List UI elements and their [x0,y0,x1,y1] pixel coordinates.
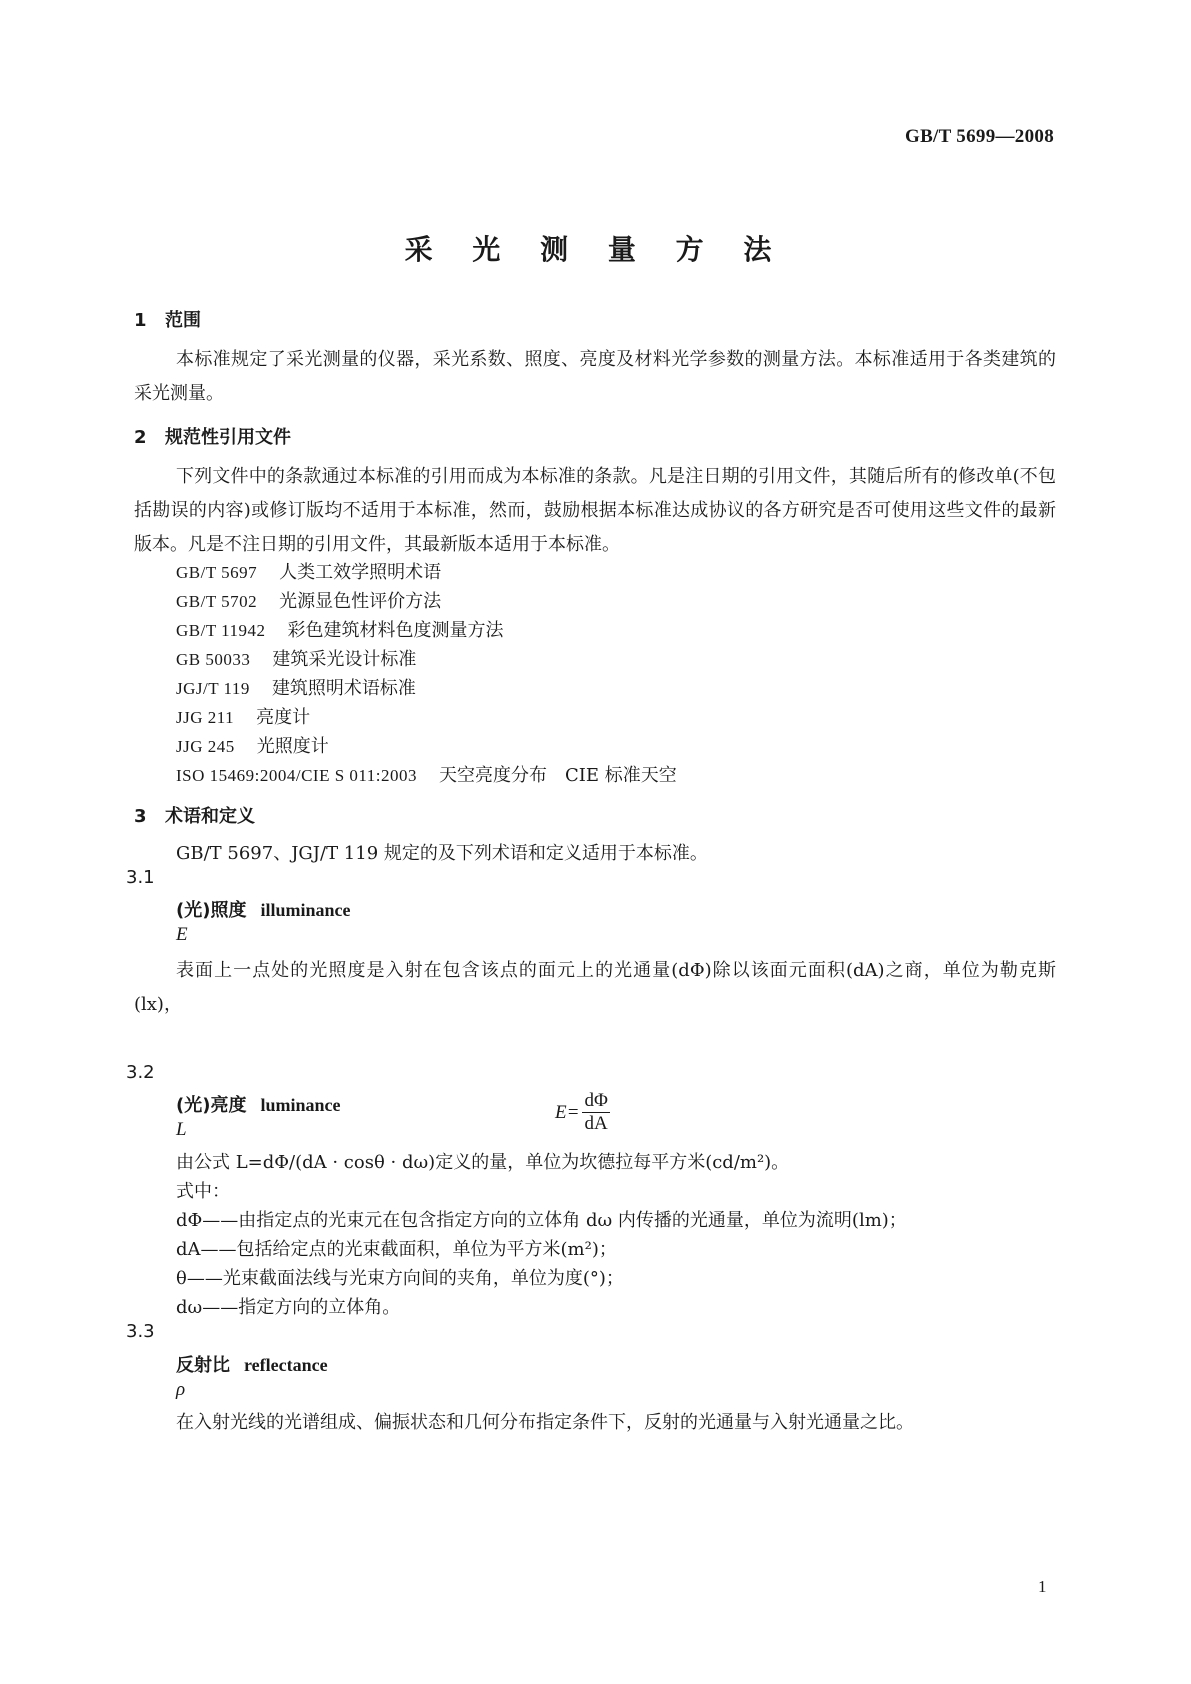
reference-title: 天空亮度分布 CIE 标准天空 [439,765,677,786]
reference-title: 建筑采光设计标准 [272,649,417,670]
page-number: 1 [1038,1577,1047,1596]
reference-item [176,703,310,729]
formula-denominator: dA [584,1113,608,1134]
term-definition: 在入射光线的光谱组成、偏振状态和几何分布指定条件下，反射的光通量与入射光通量之比。 [176,1412,914,1433]
term-number: 3.1 [126,867,155,888]
reference-item [176,616,504,642]
where-label: 式中： [176,1181,230,1202]
term-name-en: illuminance [260,900,351,920]
section-1-heading [134,306,201,332]
term-number: 3.2 [126,1062,155,1083]
reference-item [176,645,416,671]
term-number: 3.3 [126,1321,155,1342]
variable-definition: dA——包括给定点的光束截面积，单位为平方米(m²)； [176,1239,617,1260]
term-symbol: L [176,1119,187,1140]
term-heading [176,1091,340,1117]
reference-title: 彩色建筑材料色度测量方法 [287,620,504,641]
reference-title: 亮度计 [256,707,311,728]
section-title: 术语和定义 [165,806,255,827]
term-heading [176,896,350,922]
section-3-heading [134,802,255,828]
section-2-paragraph: 下列文件中的条款通过本标准的引用而成为本标准的条款。凡是注日期的引用文件，其随后所有的修改单(不包括勘误的内容)或修订版均不适用于本标准，然而，鼓励根据本标准达成协议的各方研究是否可使用这些文件的最新版本。凡是不注日期的引用文件，其最新版本适用于本标准。 [134,466,1056,555]
section-2-heading [134,423,291,449]
reference-title: 人类工效学照明术语 [279,562,442,583]
reference-code: GB 50033 [176,650,251,669]
page-title: 采 光 测 量 方 法 [404,233,787,266]
term-definition: 表面上一点处的光照度是入射在包含该点的面元上的光通量(dΦ)除以该面元面积(dA)之商，单位为勒克斯(lx)， [134,960,1056,1015]
reference-title: 光照度计 [256,736,329,757]
reference-code: GB/T 5697 [176,563,258,582]
variable-definition: dω——指定方向的立体角。 [176,1297,401,1318]
section-number: 1 [134,310,147,331]
variable-definition: θ——光束截面法线与光束方向间的夹角，单位为度(°)； [176,1268,624,1289]
term-symbol: ρ [176,1379,186,1400]
section-number: 2 [134,427,147,448]
term-name-en: reflectance [244,1355,328,1375]
reference-code: JJG 245 [176,737,235,756]
term-name-cn: (光)亮度 [176,1095,247,1116]
standard-code: GB/T 5699—2008 [905,126,1055,147]
section-3-intro: GB/T 5697、JGJ/T 119 规定的及下列术语和定义适用于本标准。 [176,843,708,864]
reference-code: GB/T 11942 [176,621,266,640]
reference-code: JJG 211 [176,708,235,727]
section-title: 范围 [165,310,201,331]
formula-lhs: E= [555,1101,580,1123]
reference-title: 建筑照明术语标准 [271,678,416,699]
formula-numerator: dΦ [584,1090,608,1111]
term-definition: 由公式 L=dΦ/(dA · cosθ · dω)定义的量，单位为坎德拉每平方米(cd/m²)。 [176,1152,790,1173]
term-symbol: E [176,924,188,945]
reference-item [176,587,441,613]
section-number: 3 [134,806,147,827]
term-name-cn: (光)照度 [176,900,247,921]
reference-item [176,558,441,584]
reference-code: GB/T 5702 [176,592,258,611]
term-name-cn: 反射比 [176,1355,230,1376]
reference-item [176,732,329,758]
reference-code: ISO 15469:2004/CIE S 011:2003 [176,766,418,785]
reference-code: JGJ/T 119 [176,679,250,698]
section-1-paragraph: 本标准规定了采光测量的仪器，采光系数、照度、亮度及材料光学参数的测量方法。本标准适用于各类建筑的采光测量。 [134,349,1056,404]
reference-item [176,761,677,787]
reference-title: 光源显色性评价方法 [279,591,442,612]
variable-definition: dΦ——由指定点的光束元在包含指定方向的立体角 dω 内传播的光通量，单位为流明(lm)； [176,1210,907,1231]
reference-item [176,674,416,700]
term-name-en: luminance [260,1095,341,1115]
section-title: 规范性引用文件 [165,427,291,448]
illuminance-formula [555,1090,610,1135]
formula-fraction [582,1090,609,1135]
term-heading [176,1351,328,1377]
